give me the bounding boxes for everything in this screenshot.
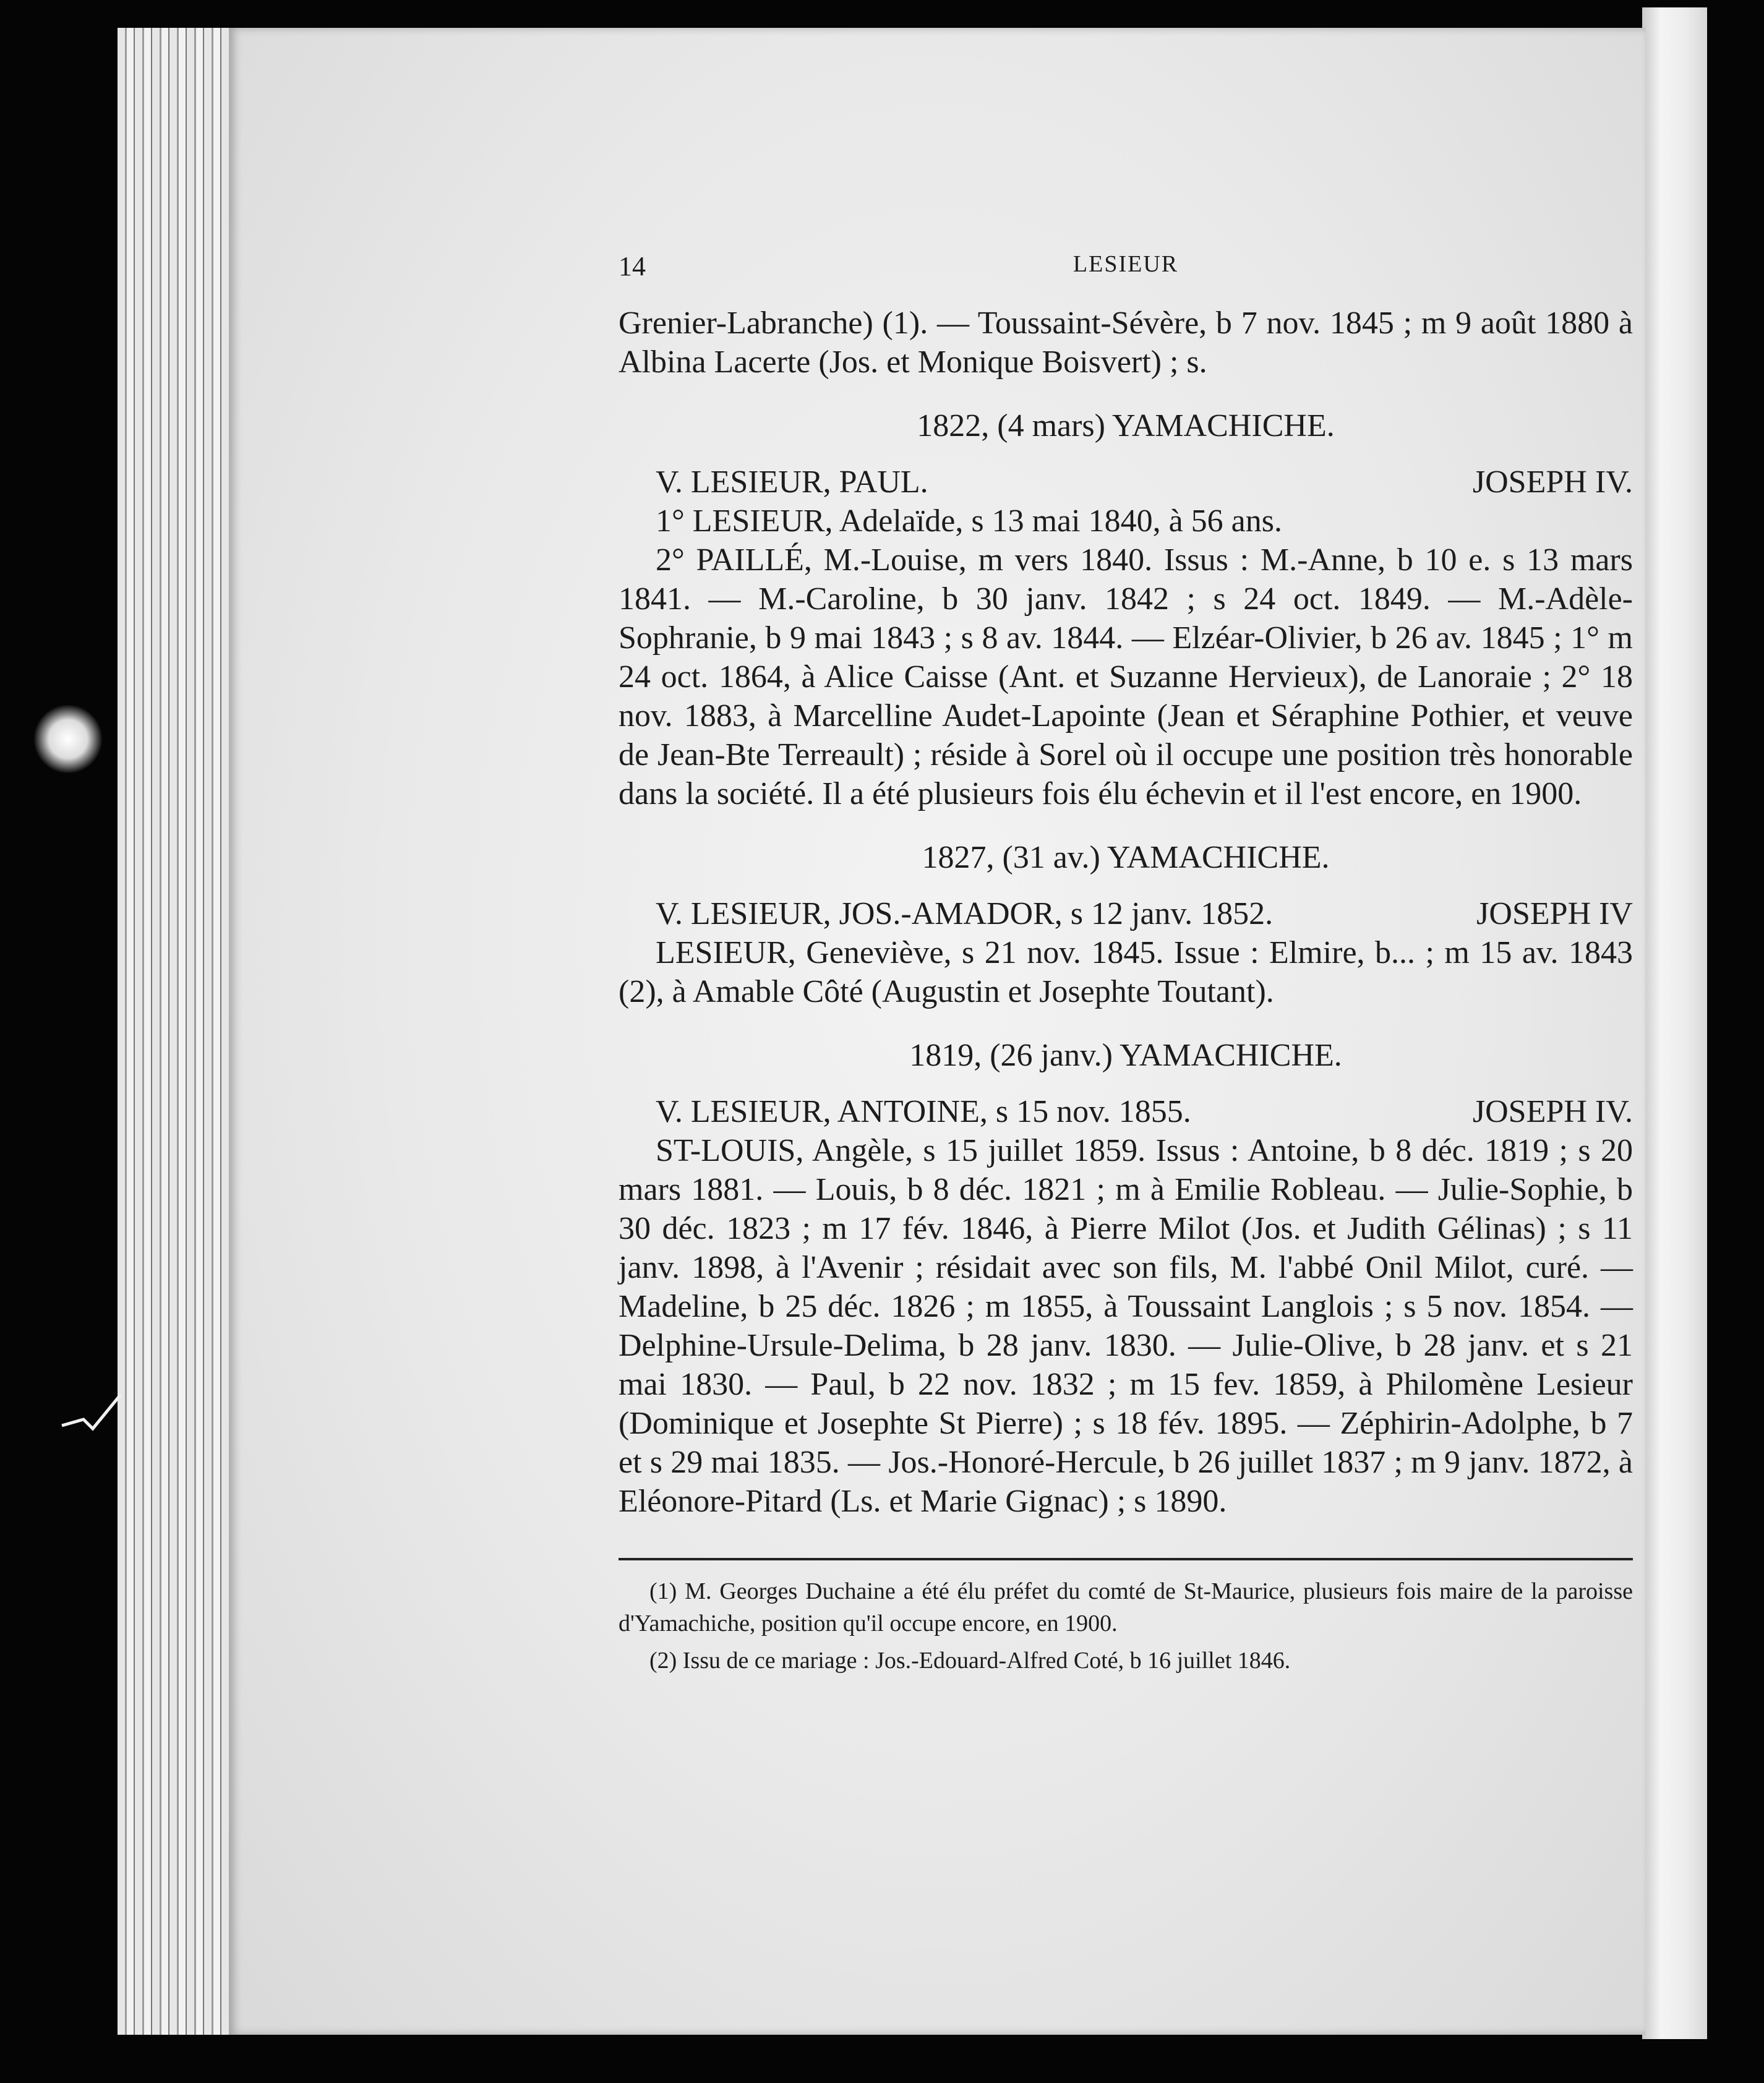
marriage-heading: 1827, (31 av.) YAMACHICHE. — [922, 840, 1330, 875]
entry-header — [619, 463, 1633, 502]
facing-page-edge — [1642, 7, 1707, 2039]
entry-name: V. LESIEUR, ANTOINE, s 15 nov. 1855. — [656, 1094, 1191, 1129]
marriage-heading: 1822, (4 mars) YAMACHICHE. — [917, 408, 1335, 443]
footnotes — [619, 1575, 1633, 1677]
entry-name: V. LESIEUR, JOS.-AMADOR, s 12 janv. 1852. — [656, 896, 1274, 931]
footnote: (1) M. Georges Duchaine a été élu préfet du comté de St-Maurice, plusieurs fois maire de la paroisse d'Yamachiche, position qu'il occupe encore, en 1900. — [619, 1578, 1633, 1636]
entry-name: V. LESIEUR, PAUL. — [656, 464, 928, 500]
entry-generation: JOSEPH IV. — [1472, 1094, 1633, 1129]
text-column — [619, 250, 1633, 1682]
check-mark-icon — [59, 1392, 127, 1441]
footnote-rule — [619, 1558, 1633, 1560]
footnote: (2) Issu de ce mariage : Jos.-Edouard-Alfred Coté, b 16 juillet 1846. — [649, 1648, 1291, 1674]
spouse-paragraph: LESIEUR, Geneviève, s 21 nov. 1845. Issue : Elmire, b... ; m 15 av. 1843 (2), à Amable Côté (Augustin et Josephte Toutant). — [619, 935, 1633, 1009]
book-page — [229, 28, 1645, 2035]
entry-header — [619, 894, 1633, 933]
page-stack-edges — [118, 28, 247, 2035]
entry-generation: JOSEPH IV — [1476, 896, 1633, 931]
entry-header — [619, 1092, 1633, 1131]
entry-generation: JOSEPH IV. — [1472, 464, 1633, 500]
marriage-heading: 1819, (26 janv.) YAMACHICHE. — [909, 1038, 1342, 1073]
page-body — [619, 304, 1633, 1521]
light-flare — [34, 705, 102, 773]
paragraph-continuation: Grenier-Labranche) (1). — Toussaint-Sévère, b 7 nov. 1845 ; m 9 août 1880 à Albina Lacerte (Jos. et Monique Boisvert) ; s. — [619, 306, 1633, 380]
spouse-paragraph: 1° LESIEUR, Adelaïde, s 13 mai 1840, à 56 ans. — [656, 503, 1282, 539]
page-number: 14 — [619, 251, 646, 281]
spouse-paragraph: 2° PAILLÉ, M.-Louise, m vers 1840. Issus : M.-Anne, b 10 e. s 13 mars 1841. — M.-Caroline, b 30 janv. 1842 ; s 24 oct. 1849. — M.-Adèle-Sophranie, b 9 mai 1843 ; s 8 av. 1844. — Elzéar-Olivier, b 26 av. 1845 ; 1° m 24 oct. 1864, à Alice Caisse (Ant. et Suzanne Hervieux), de Lanoraie ; 2° 18 nov. 1883, à Marcelline Audet-Lapointe (Jean et Séraphine Pothier, et veuve de Jean-Bte Terreault) ; réside à Sorel où il occupe une position très honorable dans la société. Il a été plusieurs fois élu échevin et il l'est encore, en 1900. — [619, 542, 1633, 811]
page-header — [619, 250, 1633, 288]
running-title: LESIEUR — [1073, 251, 1179, 277]
spouse-paragraph: ST-LOUIS, Angèle, s 15 juillet 1859. Issus : Antoine, b 8 déc. 1819 ; s 20 mars 1881. — Louis, b 8 déc. 1821 ; m à Emilie Robleau. — Julie-Sophie, b 30 déc. 1823 ; m 17 fév. 1846, à Pierre Milot (Jos. et Judith Gélinas) ; s 11 janv. 1898, à l'Avenir ; résidait avec son fils, M. l'abbé Onil Milot, curé. — Madeline, b 25 déc. 1826 ; m 1855, à Toussaint Langlois ; s 5 nov. 1854. — Delphine-Ursule-Delima, b 28 janv. 1830. — Julie-Olive, b 28 janv. et s 21 mai 1830. — Paul, b 22 nov. 1832 ; m 15 fev. 1859, à Philomène Lesieur (Dominique et Josephte St Pierre) ; s 18 fév. 1895. — Zéphirin-Adolphe, b 7 et s 29 mai 1835. — Jos.-Honoré-Hercule, b 26 juillet 1837 ; m 9 janv. 1872, à Eléonore-Pitard (Ls. et Marie Gignac) ; s 1890. — [619, 1133, 1633, 1519]
